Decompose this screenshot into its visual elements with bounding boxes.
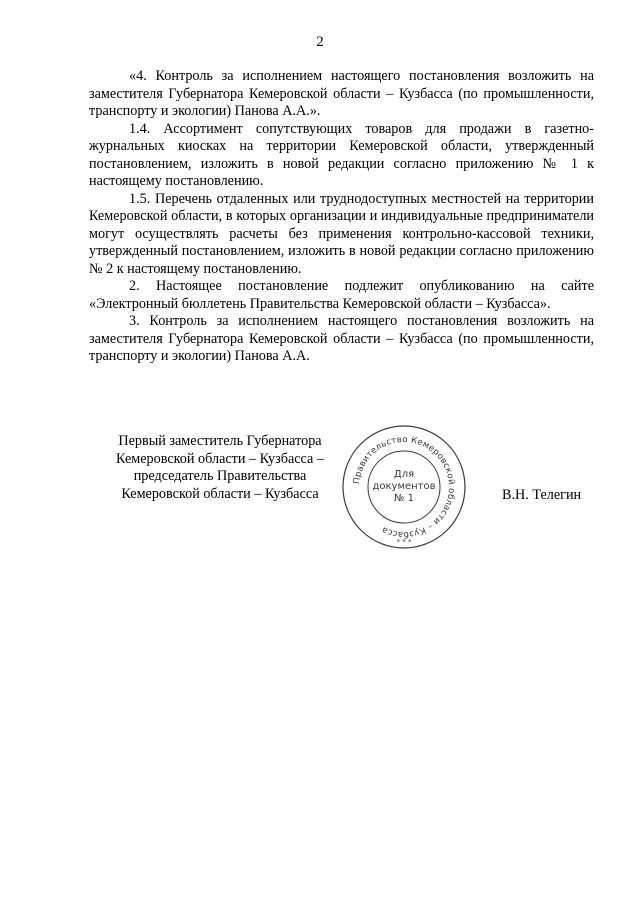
paragraph-2: 2. Настоящее постановление подлежит опубликованию на сайте «Электронный бюллетень Правительства Кемеровской области – Кузбасса». xyxy=(89,278,594,312)
seal-ring-text: Правительство Кемеровской области – Кузбасса xyxy=(352,434,457,540)
signer-title-line: Первый заместитель Губернатора xyxy=(118,433,322,449)
seal-star-marks: * * * xyxy=(396,538,412,546)
signer-name: В.Н. Телегин xyxy=(502,487,582,503)
signer-title-line: Кемеровской области – Кузбасса – xyxy=(116,450,324,467)
seal-center-line: Для xyxy=(393,469,415,480)
paragraph-1-5: 1.5. Перечень отдаленных или труднодоступных местностей на территории Кемеровской области, в которых организации и индивидуальные предприниматели могут осуществлять расчеты без применения контрольно-кассовой техники, утвержденный постановлением, изложить в новой редакции согласно приложению № 2 к настоящему постановлению. xyxy=(89,190,594,277)
signer-title-line: Кемеровской области – Кузбасса xyxy=(121,485,319,502)
paragraph-1-4: 1.4. Ассортимент сопутствующих товаров для продажи в газетно-журнальных киосках на территории Кемеровской области, утвержденный постановлением, изложить в новой редакции согласно приложению № 1 к настоящему постановлению. xyxy=(89,120,594,189)
paragraph-clause-4: «4. Контроль за исполнением настоящего постановления возложить на заместителя Губернатора Кемеровской области – Кузбасса (по промышленности, транспорту и экологии) Панова А.А.». xyxy=(89,68,594,119)
paragraph-3: 3. Контроль за исполнением настоящего постановления возложить на заместителя Губернатора Кемеровской области – Кузбасса (по промышленности, транспорту и экологии) Панова А.А. xyxy=(89,313,594,364)
official-seal-stamp xyxy=(340,423,468,551)
page-number: 2 xyxy=(316,34,324,50)
document-body xyxy=(89,68,594,366)
signer-title-line: председатель Правительства xyxy=(133,468,307,484)
seal-center-line: № 1 xyxy=(394,493,414,504)
seal-center-line: документов xyxy=(372,481,436,492)
signer-title xyxy=(100,433,340,503)
